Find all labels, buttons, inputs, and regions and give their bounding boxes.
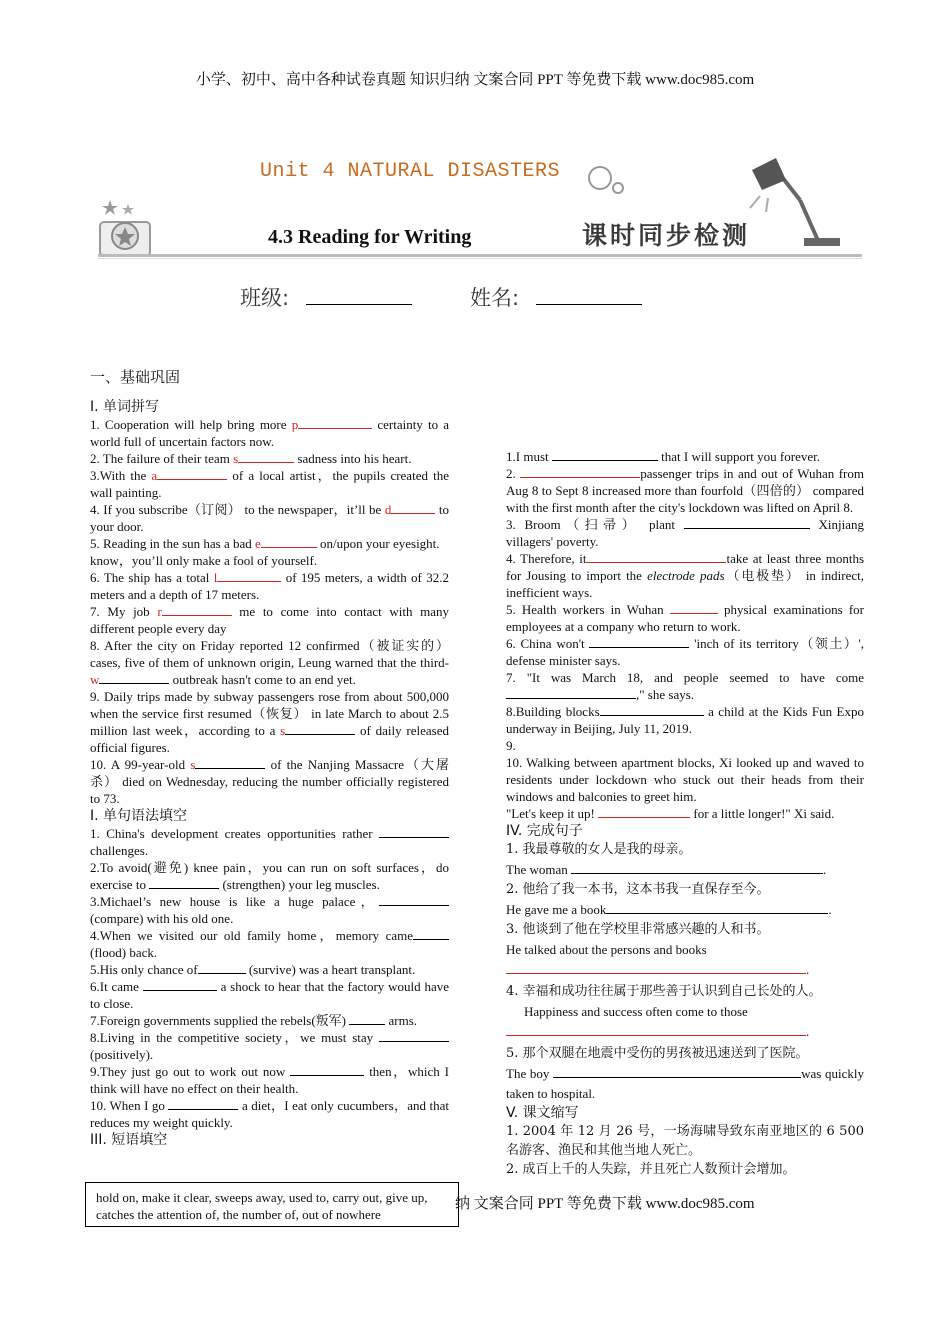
q-text: (compare) with his old one. [90,911,234,926]
q-text: for a little longer!" Xi said. [690,806,835,821]
q-text: The boy [506,1066,554,1081]
q-text: was quickly taken to hospital. [506,1066,864,1101]
bubbles-icon [586,160,626,196]
q-text: . [806,1024,810,1039]
question [506,448,864,465]
answer-blank[interactable] [506,698,636,699]
q-text: 2.To avoid(避免) knee pain，you can run on soft surfaces，do exercise to [90,860,449,892]
q-text: 'inch of its territory（领土）', defense minister says. [506,636,864,668]
q-text: 5.His only chance of [90,962,198,977]
q-text: 3. Broom（扫帚） plant [506,517,684,532]
answer-blank[interactable] [261,547,317,548]
q-text: 4. Therefore, it [506,551,587,566]
question [90,961,449,978]
left-column [90,398,449,1149]
question [90,978,449,1012]
q-text: of daily released official figures. [90,723,449,755]
question [506,737,864,754]
phrase-word-box: hold on, make it clear, sweeps away, used to, carry out, give up, catches the attention of, the number of, out of nowhere [85,1182,459,1227]
q-text: (positively). [90,1047,154,1062]
q-text: . [806,962,810,977]
question [506,940,864,960]
answer-blank[interactable] [506,1035,806,1036]
answer-blank[interactable] [99,683,169,684]
q-text: 4. If you subscribe（订阅） to the newspaper，it’ll be [90,502,385,517]
q-text: . [822,862,827,877]
star-badge-icon [96,196,156,260]
q-text: 9.They just go out to work out now [90,1064,291,1079]
answer-blank[interactable] [379,1041,449,1042]
hint-letter: w [90,672,100,687]
q-text: 2. [506,466,521,481]
question [90,467,449,501]
q-text: 1. China's development creates opportunities rather [90,826,379,841]
q-text: 3.Michael’s new house is like a huge palace， [90,894,379,909]
part2-title: I. 单句语法填空 [90,808,188,824]
question [90,416,449,450]
class-blank[interactable] [306,304,412,305]
part3-title: III. 短语填空 [90,1132,168,1148]
question [90,552,449,569]
question [506,1022,864,1042]
q-italic: electrode pads [647,568,725,583]
cn-prompt: 4. 幸福和成功往往属于那些善于认识到自己长处的人。 [506,984,822,999]
hint-letter: r [157,604,162,619]
answer-blank[interactable] [298,428,372,429]
q-text: He gave me a book [506,902,607,917]
question [506,805,864,822]
q-text: 6. The ship has a total [90,570,214,585]
q-text: Happiness and success often come to those [524,1004,748,1019]
q-text: . [828,902,832,917]
q-text: arms. [385,1013,418,1028]
q-text: me to come into contact with many different people every day [90,604,449,636]
hint-letter: s [233,451,239,466]
answer-blank[interactable] [379,837,449,838]
summary-item: 1. 2004 年 12 月 26 号，一场海啸导致东南亚地区的 6 500 名游客、渔民和其他当地人死亡。 [506,1124,864,1158]
hint-letter: p [291,417,299,432]
q-text: 4.When we visited our old family home，memory came [90,928,413,943]
cn-prompt: 2. 他给了我一本书，这本书我一直保存至今。 [506,882,770,897]
q-text: passenger trips in and out of Wuhan from Aug 8 to Sept 8 increased more than fourfold（四倍的） compared with the first month after the city's lockdown was lifted on April 8. [506,466,864,515]
question [90,825,449,859]
q-text: 8.Living in the competitive society，we must stay [90,1030,379,1045]
hint-letter: s [190,757,196,772]
q-text: （电极垫） in indirect, inefficient ways. [506,568,864,600]
question [90,501,449,535]
answer-blank[interactable] [349,1024,385,1025]
header-divider-thin [98,258,862,259]
question [506,860,864,880]
summary-item: 2. 成百上千的人失踪，并且死亡人数预计会增加。 [506,1162,796,1177]
cn-prompt: 3. 他谈到了他在学校里非常感兴趣的人和书。 [506,922,770,937]
q-text: a diet，I eat only cucumbers，and that reduces my weight quickly. [90,1098,449,1130]
answer-blank[interactable] [162,615,232,616]
q-text: 7. My job [90,604,158,619]
q-text: 5. Reading in the sun has a bad [90,536,255,551]
q-text: outbreak hasn't come to an end yet. [169,672,356,687]
desk-lamp-icon [740,150,860,250]
question [506,703,864,737]
q-text: that I will support you forever. [657,449,820,464]
q-text: 9. Daily trips made by subway passengers rose from about 500,000 when the service first resumed（恢复） in late March to about 2.5 million last week，according to a [90,689,449,738]
answer-blank[interactable] [238,462,294,463]
q-text: He talked about the persons and books [506,942,707,957]
q-text: 3.With the [90,468,152,483]
answer-blank[interactable] [552,460,658,461]
answer-blank[interactable] [600,715,704,716]
q-text: sadness into his heart. [294,451,412,466]
question [506,635,864,669]
answer-blank[interactable] [290,1075,364,1076]
q-text: of 195 meters, a width of 32.2 meters and a depth of 17 meters. [90,570,449,602]
cn-prompt: 1. 我最尊敬的女人是我的母亲。 [506,842,692,857]
q-text: 6.It came [90,979,143,994]
answer-blank[interactable] [571,873,823,874]
q-text: certainty to a world full of uncertain factors now. [90,417,449,449]
q-text: of the Nanjing Massacre（大屠杀） died on Wednesday, reducing the number officially registered to 73. [90,757,449,806]
question [506,900,864,920]
answer-blank[interactable] [195,768,265,769]
question [506,669,864,703]
question [90,893,449,927]
question [90,603,449,637]
cn-prompt: 5. 那个双腿在地震中受伤的男孩被迅速送到了医院。 [506,1046,809,1061]
q-text: 10. A 99-year-old [90,757,191,772]
question [90,450,449,467]
answer-blank[interactable] [198,973,246,974]
question [506,550,864,601]
q-text: 7. "It was March 18, and people seemed to have come [506,670,864,685]
question [90,1029,449,1063]
q-text: 2. The failure of their team [90,451,234,466]
q-text: challenges. [90,843,149,858]
q-text: a shock to hear that the factory would have to close. [90,979,449,1011]
name-field [470,282,642,312]
q-text: 1.I must [506,449,552,464]
q-text: (flood) back. [90,945,158,960]
lesson-title: 4.3 Reading for Writing [268,226,472,248]
q-text: on/upon your eyesight. [316,536,440,551]
q-text: (survive) was a heart transplant. [245,962,416,977]
question [90,1012,449,1029]
q-text: "Let's keep it up! [506,806,599,821]
q-text: 7.Foreign governments supplied the rebels(叛军) [90,1013,350,1028]
part5-title: V. 课文缩写 [506,1105,579,1121]
q-text: 9. [506,738,516,753]
q-text: 6. China won't [506,636,590,651]
right-column [506,448,864,1179]
q-text: ," she says. [636,687,695,702]
q-text: Xinjiang villagers' poverty. [506,517,864,549]
question [506,601,864,635]
answer-blank[interactable] [606,913,828,914]
top-banner: 小学、初中、高中各种试卷真题 知识归纳 文案合同 PPT 等免费下载 www.doc985.com [195,72,755,88]
question [506,754,864,805]
hint-letter: l [213,570,218,585]
question [506,960,864,980]
question [90,1063,449,1097]
answer-blank[interactable] [670,613,718,614]
header-divider [98,254,862,257]
bottom-banner: 纳 文案合同 PPT 等免费下载 www.doc985.com [455,1196,755,1212]
answer-blank[interactable] [506,973,806,974]
question [90,637,449,688]
answer-blank[interactable] [684,528,810,529]
q-text: a child at the Kids Fun Expo underway in Beijing, July 11, 2019. [506,704,864,736]
name-label: 姓名: [470,286,520,310]
question [90,927,449,961]
q-text: 8.Building blocks [506,704,600,719]
question [90,756,449,807]
class-field [240,282,412,312]
q-text: take at least three months for Jousing to import the [506,551,865,583]
question [506,465,864,516]
q-text: 1. Cooperation will help bring more [90,417,292,432]
name-blank[interactable] [536,304,642,305]
section-heading: 一、基础巩固 [90,368,181,386]
answer-blank[interactable] [589,647,689,648]
answer-blank[interactable] [217,581,281,582]
answer-blank[interactable] [598,817,690,818]
hint-letter: a [151,468,158,483]
badge-text: 课时同步检测 [582,221,751,250]
q-text: 10. Walking between apartment blocks, Xi looked up and waved to residents under lockdown who stuck out their heads from their windows and balconies to greet him. [506,755,864,804]
unit-title: Unit 4 NATURAL DISASTERS [260,160,561,183]
answer-blank[interactable] [143,990,217,991]
q-text: of a local artist，the pupils created the wall painting. [90,468,449,500]
question [90,859,449,893]
class-label: 班级: [240,286,290,310]
q-text: 10. When I go [90,1098,169,1113]
answer-blank[interactable] [520,477,640,478]
q-text: then，which I think will have no effect on their health. [90,1064,450,1096]
q-text: to your door. [90,502,449,534]
answer-blank[interactable] [553,1077,801,1078]
question [506,1064,864,1104]
answer-blank[interactable] [391,513,435,514]
answer-blank[interactable] [379,905,449,906]
answer-blank[interactable] [168,1109,238,1110]
q-text: know，you’ll only make a fool of yourself. [90,553,318,568]
question [90,569,449,603]
part1-title: I. 单词拼写 [90,399,160,415]
answer-blank[interactable] [586,562,726,563]
q-text: physical examinations for employees at a company who return to work. [506,602,864,634]
question [506,516,864,550]
question [90,535,449,552]
answer-blank[interactable] [157,479,227,480]
q-text: 5. Health workers in Wuhan [506,602,670,617]
hint-letter: d [384,502,392,517]
answer-blank[interactable] [413,939,449,940]
q-text: 8. After the city on Friday reported 12 confirmed（被证实的） cases, five of them of unknown origin, Leung warned that the third- [90,638,449,670]
answer-blank[interactable] [285,734,355,735]
hint-letter: s [280,723,286,738]
question [506,1002,864,1022]
hint-letter: e [255,536,261,551]
answer-blank[interactable] [149,888,219,889]
question [90,688,449,756]
question [90,1097,449,1131]
q-text: (strengthen) your leg muscles. [219,877,380,892]
part4-title: IV. 完成句子 [506,823,583,839]
q-text: The woman [506,862,571,877]
